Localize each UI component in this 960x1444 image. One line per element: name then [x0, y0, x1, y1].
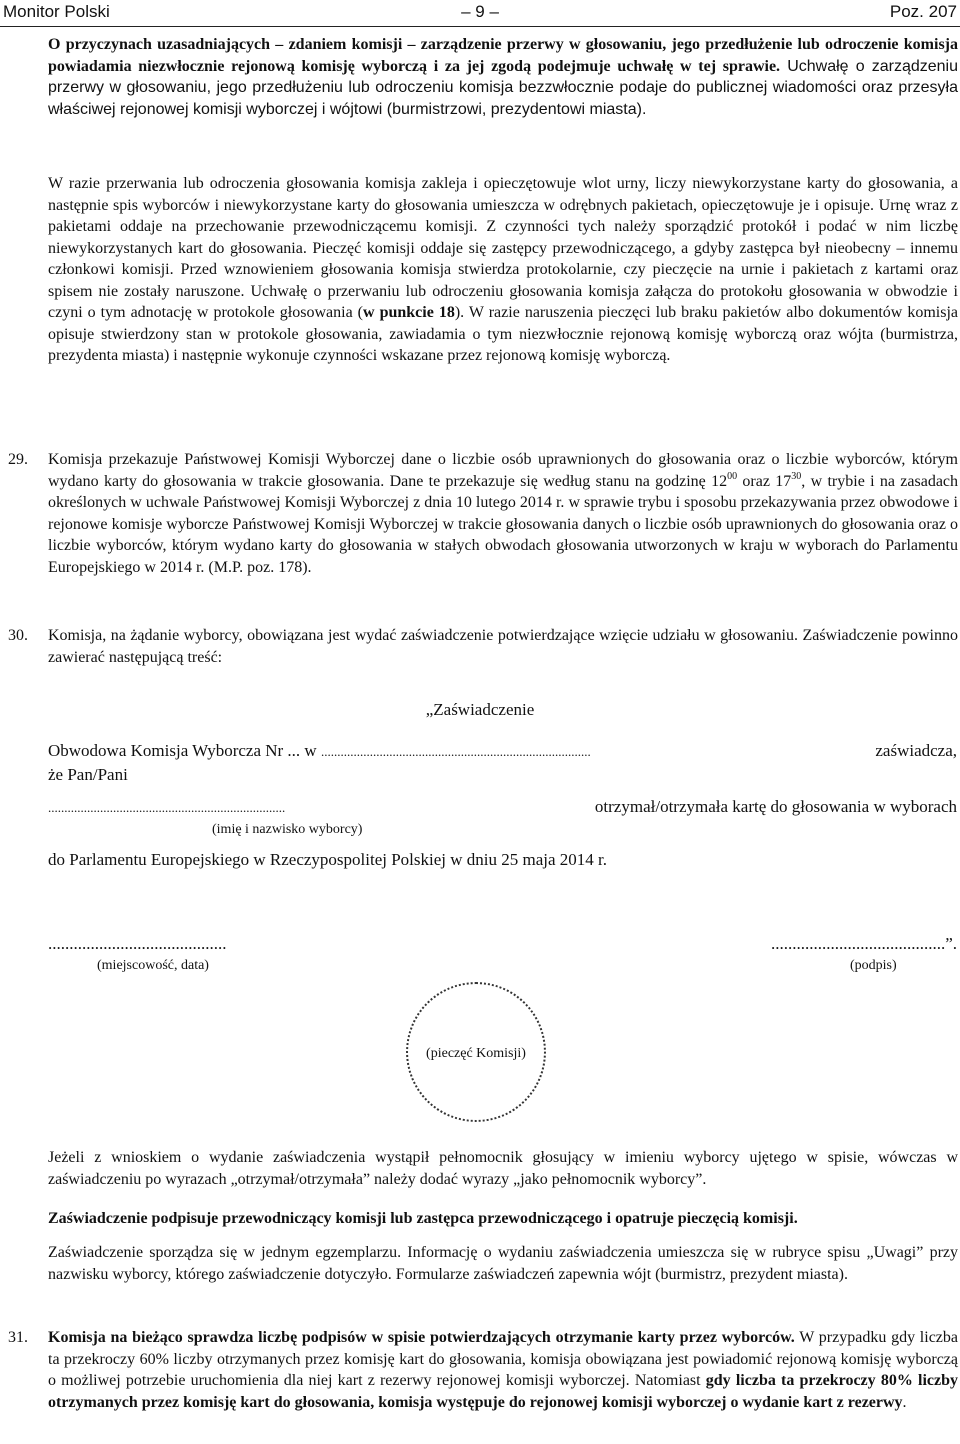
item-31-text — [48, 1327, 958, 1413]
item-31-number: 31. — [8, 1329, 28, 1346]
intro-text: Uchwałę o zarządzeniu przerwy w głosowaniu, jego przedłużeniu lub odroczeniu komisja bezzwłocznie podaje do publicznej wiadomości oraz przesyła właściwej rejonowej komisji wyborczej i wójtowi (burmistrzowi, prezydentowi miasta). — [48, 57, 958, 118]
certificate-received-text: otrzymał/otrzymała kartę do głosowania w wyborach — [594, 797, 957, 816]
interruption-text-a: W razie przerwania lub odroczenia głosowania komisja zakleja i opieczętowuje wlot urny, liczy niewykorzystane karty do głosowania, a następnie spis wyborców i niewykorzystane karty do głosowania umieszcza w odrębnych pakietach, opieczętowuje je i opisuje. Urnę wraz z pakietami oddaje na przechowanie przewodniczącemu komisji. Z czynności tych należy sporządzić protokół i podać w nim liczbę niewykorzystanych kart do głosowania. Pieczęć komisji oddaje się zastępcy przewodniczącego, a gdyby zastępca był nieobecny – innemu członkowi komisji. Przed wznowieniem głosowania komisja stwierdza protokolarnie, czy pieczęcie na urnie i pakietach z kartami oraz spisem nie zostały naruszone. Uchwałę o przerwaniu lub odroczeniu głosowania komisja załącza do protokołu głosowania w obwodzie i czyni o tym adnotację w protokole głosowania ( — [48, 175, 958, 321]
item-29-number: 29. — [8, 451, 28, 468]
header-divider — [0, 26, 960, 27]
page-header — [0, 0, 960, 26]
item-29-sup-hour-a: 00 — [727, 470, 738, 482]
item-29-text-a: Komisja przekazuje Państwowej Komisji Wyborczej dane o liczbie osób uprawnionych do głosowania oraz o liczbie wyborców, którym wydano karty do głosowania w trakcie głosowania. Dane te przekazuje się według stanu na godzinę 12 — [48, 451, 958, 490]
certificate-signature-dots: .........................................”. — [770, 934, 957, 953]
item-29-text-b: oraz 17 — [737, 472, 792, 490]
certificate-title: „Zaświadczenie — [425, 700, 535, 719]
publication-title: Monitor Polski — [3, 2, 110, 21]
proxy-paragraph: Jeżeli z wnioskiem o wydanie zaświadczenia wystąpił pełnomocnik głosujący w imieniu wyborcy ujętego w spisie, wówczas w zaświadczeniu po wyrazach „otrzymał/otrzymała” należy dodać wyrazy „jako pełnomocnik wyborcy”. — [48, 1149, 958, 1188]
item-29-text — [48, 449, 958, 578]
signature-paragraph: Zaświadczenie podpisuje przewodniczący komisji lub zastępca przewodniczącego i opatruje pieczęcią komisji. — [48, 1210, 798, 1227]
certificate-commission-dots: ................................................................................... — [320, 744, 591, 759]
certificate-line-elections: do Parlamentu Europejskiego w Rzeczypospolitej Polskiej w dniu 25 maja 2014 r. — [48, 850, 608, 869]
item-30-number: 30. — [8, 627, 28, 644]
position-number: Poz. 207 — [889, 2, 957, 21]
certificate-place-caption: (miejscowość, data) — [97, 958, 209, 973]
item-29-sup-hour-b: 30 — [791, 470, 802, 482]
item-31-bold-a: Komisja na bieżąco sprawdza liczbę podpisów w spisie potwierdzających otrzymanie karty przez wyborców. — [48, 1329, 795, 1346]
interruption-paragraph — [48, 173, 958, 367]
certificate-attests: zaświadcza, — [875, 741, 957, 760]
interruption-bold-ref: w punkcie 18 — [363, 304, 455, 321]
item-31-text-b: W przypadku gdy liczba ta przekroczy 60% liczby otrzymanych przez komisję kart do głosowania, komisja obowiązana jest powiadomić rejonową komisję wyborczą o możliwej potrzebie uruchomienia dla niej kart z rezerwy rejonowej komisji wyborczej. Natomiast — [48, 1329, 959, 1389]
certificate-name-dots: ......................................................................... — [48, 800, 286, 815]
page-number: – 9 – — [461, 2, 499, 21]
seal-caption: (pieczęć Komisji) — [426, 1046, 526, 1061]
certificate-name-caption: (imię i nazwisko wyborcy) — [212, 822, 363, 837]
copy-paragraph: Zaświadczenie sporządza się w jednym egzemplarzu. Informację o wydaniu zaświadczenia umieszcza się w rubryce spisu „Uwagi” przy nazwisku wyborcy, którego zaświadczenie dotyczyło. Formularze zaświadczeń zapewnia wójt (burmistrz, prezydent miasta). — [48, 1244, 958, 1283]
certificate-signature-caption: (podpis) — [850, 958, 897, 973]
intro-bold-text: O przyczynach uzasadniających – zdaniem komisji – zarządzenie przerwy w głosowaniu, jego przedłużenie lub odroczenie komisja powiadamia niezwłocznie rejonową komisję wyborczą i za jej zgodą podejmuje uchwałę w tej sprawie. — [48, 36, 958, 75]
item-31-text-d: . — [902, 1393, 907, 1411]
item-30-text: Komisja, na żądanie wyborcy, obowiązana jest wydać zaświadczenie potwierdzające wzięcie udziału w głosowaniu. Zaświadczenie powinno zawierać następującą treść: — [48, 627, 958, 666]
certificate-commission-text: Obwodowa Komisja Wyborcza Nr ... w — [48, 741, 321, 760]
item-29-text-c: , w trybie i na zasadach określonych w uchwale Państwowej Komisji Wyborczej z dnia 10 lutego 2014 r. w sprawie trybu i sposobu przekazywania przez obwodowe i rejonowe komisje wyborcze Państwowej Komisji Wyborczej w trakcie głosowania danych o liczbie osób uprawnionych do głosowania oraz o liczbie wyborców, którym wydano karty do głosowania w stałych obwodach głosowania utworzonych w kraju w wyborach do Parlamentu Europejskiego w 2014 r. (M.P. poz. 178). — [48, 472, 959, 576]
certificate-line-commission — [48, 739, 591, 764]
item-31-bold-c: gdy liczba ta przekroczy 80% liczby otrzymanych przez komisję kart do głosowania, komisja występuje do rejonowej komisji wyborczej o wydanie kart z rezerwy — [48, 1372, 959, 1411]
intro-paragraph — [48, 34, 958, 120]
certificate-line-person: że Pan/Pani — [48, 765, 128, 784]
interruption-text-b: ). W razie naruszenia pieczęci lub braku pakietów albo dokumentów komisja opisuje stwierdzony stan w protokole głosowania, zawiadamia o tym niezwłocznie rejonową komisję wyborczą oraz wójta (burmistrza, prezydenta miasta) i następnie wykonuje czynności wskazane przez rejonową komisję wyborczą. — [48, 304, 958, 364]
certificate-line-received — [48, 795, 285, 820]
certificate-place-dots: .......................................... — [48, 934, 227, 953]
